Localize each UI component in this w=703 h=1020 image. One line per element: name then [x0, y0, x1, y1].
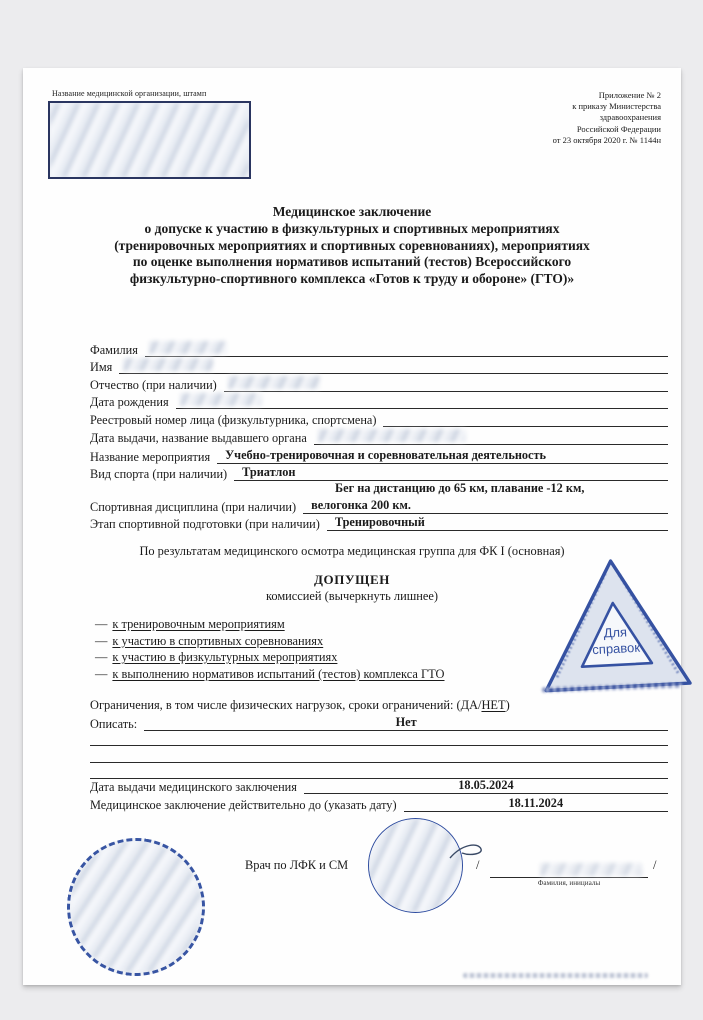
- field-row-issuing-org: [90, 427, 668, 445]
- redaction-blur: [228, 376, 320, 389]
- describe-label: Описать:: [90, 717, 138, 731]
- restrictions-no-option: НЕТ: [481, 698, 506, 712]
- title-line: по оценке выполнения нормативов испытаний (тестов) Всероссийского: [132, 254, 572, 270]
- item-text: к участию в физкультурных мероприятиях: [112, 650, 338, 664]
- field-label: Вид спорта (при наличии): [90, 467, 228, 481]
- redaction-blur: [180, 393, 262, 406]
- describe-value: Нет: [395, 715, 417, 729]
- admission-item: [95, 633, 445, 650]
- redaction-blur: [123, 358, 213, 371]
- signature-line: [490, 848, 648, 878]
- field-label: Реестровый номер лица (физкультурника, спортсмена): [90, 413, 377, 427]
- item-dash: —: [95, 650, 108, 664]
- field-line: [234, 463, 668, 481]
- item-text: к тренировочным мероприятиям: [112, 617, 285, 631]
- org-stamp-label: Название медицинской организации, штамп: [52, 89, 207, 98]
- field-line: [176, 391, 668, 409]
- triangle-stamp-text-line1: Для: [603, 624, 628, 641]
- issue-date-label: Дата выдачи медицинского заключения: [90, 780, 297, 794]
- exam-result-line: По результатам медицинского осмотра медицинская группа для ФК I (основная): [139, 544, 565, 558]
- appendix-line: к приказу Министерства: [572, 101, 661, 112]
- doctor-title: Врач по ЛФК и СМ: [245, 858, 349, 872]
- item-dash: —: [95, 666, 108, 681]
- redaction-blur: [318, 429, 466, 442]
- field-line: [303, 496, 668, 514]
- appendix-line: Российской Федерации: [576, 123, 661, 134]
- signature-slash: /: [476, 858, 480, 872]
- field-row-event-name: [90, 446, 668, 464]
- redacted-stamp-blur: [61, 832, 210, 981]
- restrictions-line: [90, 698, 510, 713]
- admission-items: [95, 616, 445, 682]
- field-line: [383, 409, 668, 427]
- blank-line: [90, 745, 668, 746]
- item-text: к участию в спортивных соревнованиях: [112, 633, 324, 648]
- footer-microtext: [463, 973, 648, 978]
- field-label: Имя: [90, 360, 113, 374]
- field-row-sport-kind: [90, 463, 668, 481]
- field-label: Дата выдачи, название выдавшего органа: [90, 431, 307, 445]
- field-row-training-stage: [90, 513, 668, 531]
- signature-block: [490, 848, 648, 887]
- signature-name-blur: [540, 863, 642, 876]
- field-value: велогонка 200 км.: [311, 498, 411, 512]
- describe-row: [90, 713, 668, 731]
- org-round-stamp: [58, 829, 214, 985]
- admission-item: [95, 666, 445, 683]
- doctor-round-stamp: [368, 818, 463, 913]
- field-line: [217, 446, 668, 464]
- item-dash: —: [95, 633, 108, 648]
- field-line: [145, 339, 668, 357]
- field-value: Тренировочный: [334, 515, 425, 529]
- field-row-registry-number: [90, 409, 668, 427]
- appendix-note: [476, 90, 661, 146]
- field-value: Триатлон: [242, 465, 296, 479]
- admission-item: [95, 649, 445, 666]
- item-dash: —: [95, 617, 108, 631]
- field-row-patronymic: [90, 374, 668, 392]
- field-value-overflow: Бег на дистанцию до 65 км, плавание -12 км,: [335, 481, 585, 495]
- restrictions-text: Ограничения, в том числе физических нагрузок, сроки ограничений: (ДА/: [90, 698, 482, 712]
- admission-note: комиссией (вычеркнуть лишнее): [265, 589, 439, 603]
- title-line: (тренировочных мероприятиях и спортивных соревнованиях), мероприятиях: [114, 237, 590, 253]
- field-row-discipline-overflow: [90, 480, 668, 496]
- appendix-line: здравоохранения: [599, 112, 661, 123]
- valid-until-line: [404, 794, 668, 812]
- admission-status: ДОПУЩЕН: [314, 572, 390, 587]
- redacted-stamp-blur: [369, 819, 462, 912]
- field-row-birthdate: [90, 391, 668, 409]
- field-line: [327, 513, 668, 531]
- field-line: [119, 356, 668, 374]
- field-row-surname: [90, 339, 668, 357]
- document-page: [23, 68, 681, 985]
- field-row-name: [90, 356, 668, 374]
- valid-until-label: Медицинское заключение действительно до (указать дату): [90, 798, 397, 812]
- field-label: Дата рождения: [90, 395, 169, 409]
- field-line: [314, 427, 668, 445]
- org-stamp-box: [48, 101, 251, 179]
- valid-until-row: [90, 794, 668, 812]
- document-title: [23, 204, 681, 288]
- issue-date-row: [90, 776, 668, 794]
- describe-line: [144, 713, 668, 731]
- title-line: о допуске к участию в физкультурных и спортивных мероприятиях: [144, 220, 560, 236]
- issue-date-value: 18.05.2024: [458, 778, 514, 792]
- field-value: Учебно-тренировочная и соревновательная деятельность: [225, 448, 547, 462]
- title-line: Медицинское заключение: [272, 204, 432, 219]
- redacted-stamp-blur: [50, 103, 249, 177]
- field-row-discipline: [90, 496, 668, 514]
- valid-until-value: 18.11.2024: [508, 796, 564, 810]
- redaction-blur: [149, 341, 227, 354]
- field-label: Этап спортивной подготовки (при наличии): [90, 517, 320, 531]
- blank-line: [90, 762, 668, 763]
- appendix-line: Приложение № 2: [598, 90, 661, 100]
- triangle-stamp: [534, 553, 693, 701]
- issue-date-line: [304, 776, 668, 794]
- signature-caption: Фамилия, инициалы: [537, 879, 601, 887]
- field-label: Название мероприятия: [90, 450, 211, 464]
- field-label: Фамилия: [90, 343, 138, 357]
- signature-slash: /: [653, 858, 657, 872]
- field-label: Отчество (при наличии): [90, 378, 217, 392]
- field-line: [224, 374, 668, 392]
- field-label: Спортивная дисциплина (при наличии): [90, 500, 297, 514]
- triangle-stamp-text-line2: справок: [591, 639, 641, 658]
- admission-item: [95, 616, 445, 633]
- item-text: к выполнению нормативов испытаний (тестов) комплекса ГТО: [112, 666, 445, 681]
- appendix-line: от 23 октября 2020 г. № 1144н: [552, 134, 661, 145]
- restrictions-suffix: ): [505, 698, 510, 712]
- title-line: физкультурно-спортивного комплекса «Готов к труду и обороне» (ГТО)»: [129, 271, 575, 287]
